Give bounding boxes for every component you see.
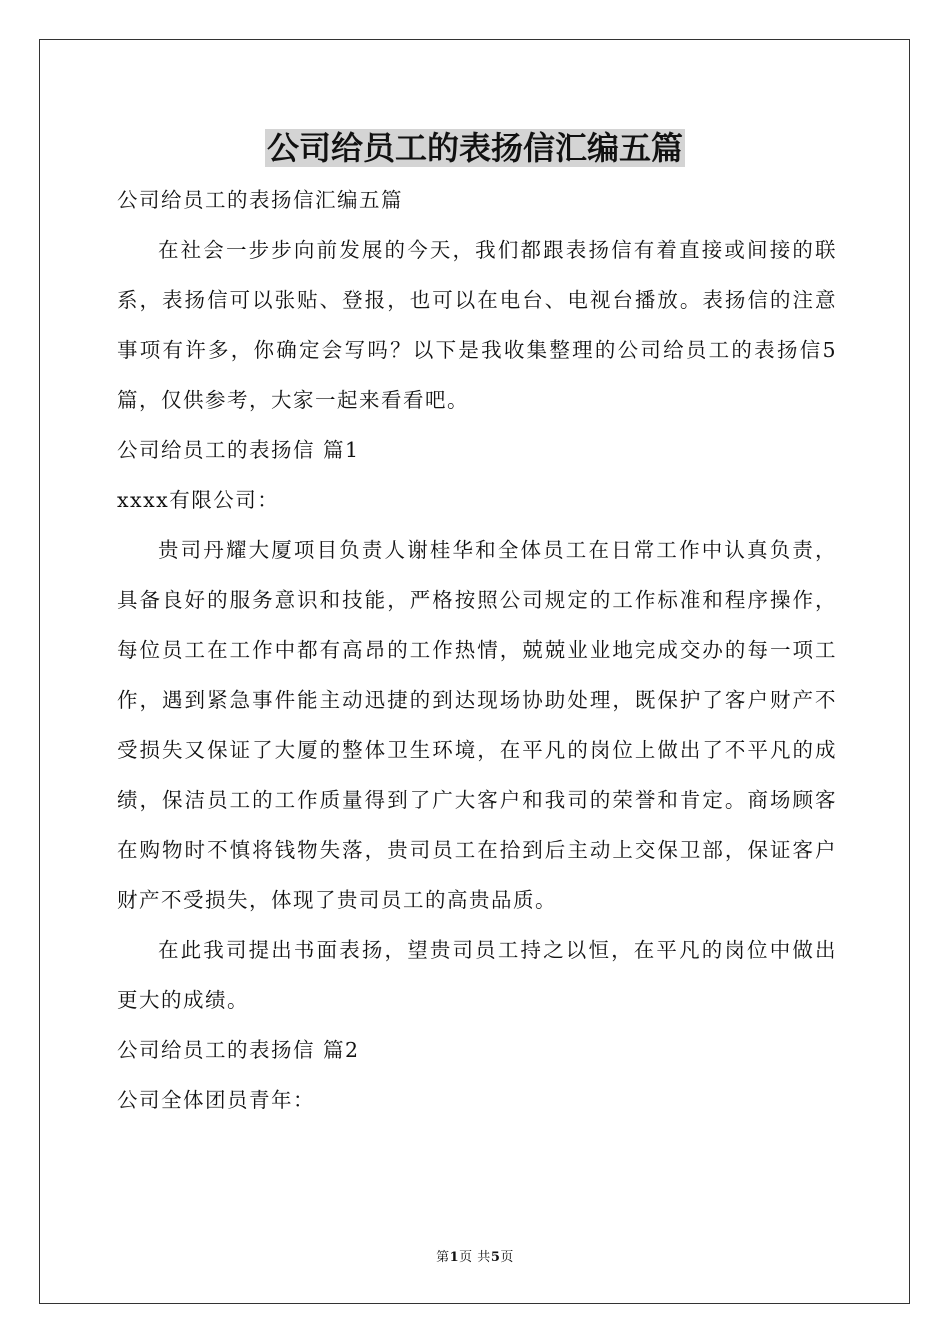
paragraph: xxxx有限公司： xyxy=(117,488,280,512)
footer-mid: 页 共 xyxy=(459,1250,491,1265)
paragraph: 公司给员工的表扬信 篇2 xyxy=(117,1038,360,1062)
paragraph: 在此我司提出书面表扬，望贵司员工持之以恒，在平凡的岗位中做出更大的成绩。 xyxy=(117,938,837,1012)
paragraph: 贵司丹耀大厦项目负责人谢桂华和全体员工在日常工作中认真负责，具备良好的服务意识和技能，严格按照公司规定的工作标准和程序操作，每位员工在工作中都有高昂的工作热情，兢兢业业地完成交办的每一项工作，遇到紧急事件能主动迅捷的到达现场协助处理，既保护了客户财产不受损失又保证了大厦的整体卫生环境，在平凡的岗位上做出了不平凡的成绩，保洁员工的工作质量得到了广大客户和我司的荣誉和肯定。商场顾客在购物时不慎将钱物失落，贵司员工在拾到后主动上交保卫部，保证客户财产不受损失，体现了贵司员工的高贵品质。 xyxy=(117,538,837,912)
footer-page-number: 1 xyxy=(449,1250,460,1265)
footer-prefix: 第 xyxy=(436,1250,450,1265)
document-title-text: 公司给员工的表扬信汇编五篇 xyxy=(266,129,683,167)
paragraph: 公司全体团员青年： xyxy=(117,1088,315,1112)
document-title xyxy=(0,123,950,173)
document-body xyxy=(117,175,837,1125)
footer-total-pages: 5 xyxy=(490,1250,501,1265)
paragraph: 公司给员工的表扬信 篇1 xyxy=(117,438,360,462)
paragraph: 公司给员工的表扬信汇编五篇 xyxy=(117,188,403,212)
footer-suffix: 页 xyxy=(500,1250,514,1265)
paragraph: 在社会一步步向前发展的今天，我们都跟表扬信有着直接或间接的联系，表扬信可以张贴、登报，也可以在电台、电视台播放。表扬信的注意事项有许多，你确定会写吗？以下是我收集整理的公司给员工的表扬信5篇，仅供参考，大家一起来看看吧。 xyxy=(117,238,837,412)
page-footer xyxy=(0,1248,950,1268)
